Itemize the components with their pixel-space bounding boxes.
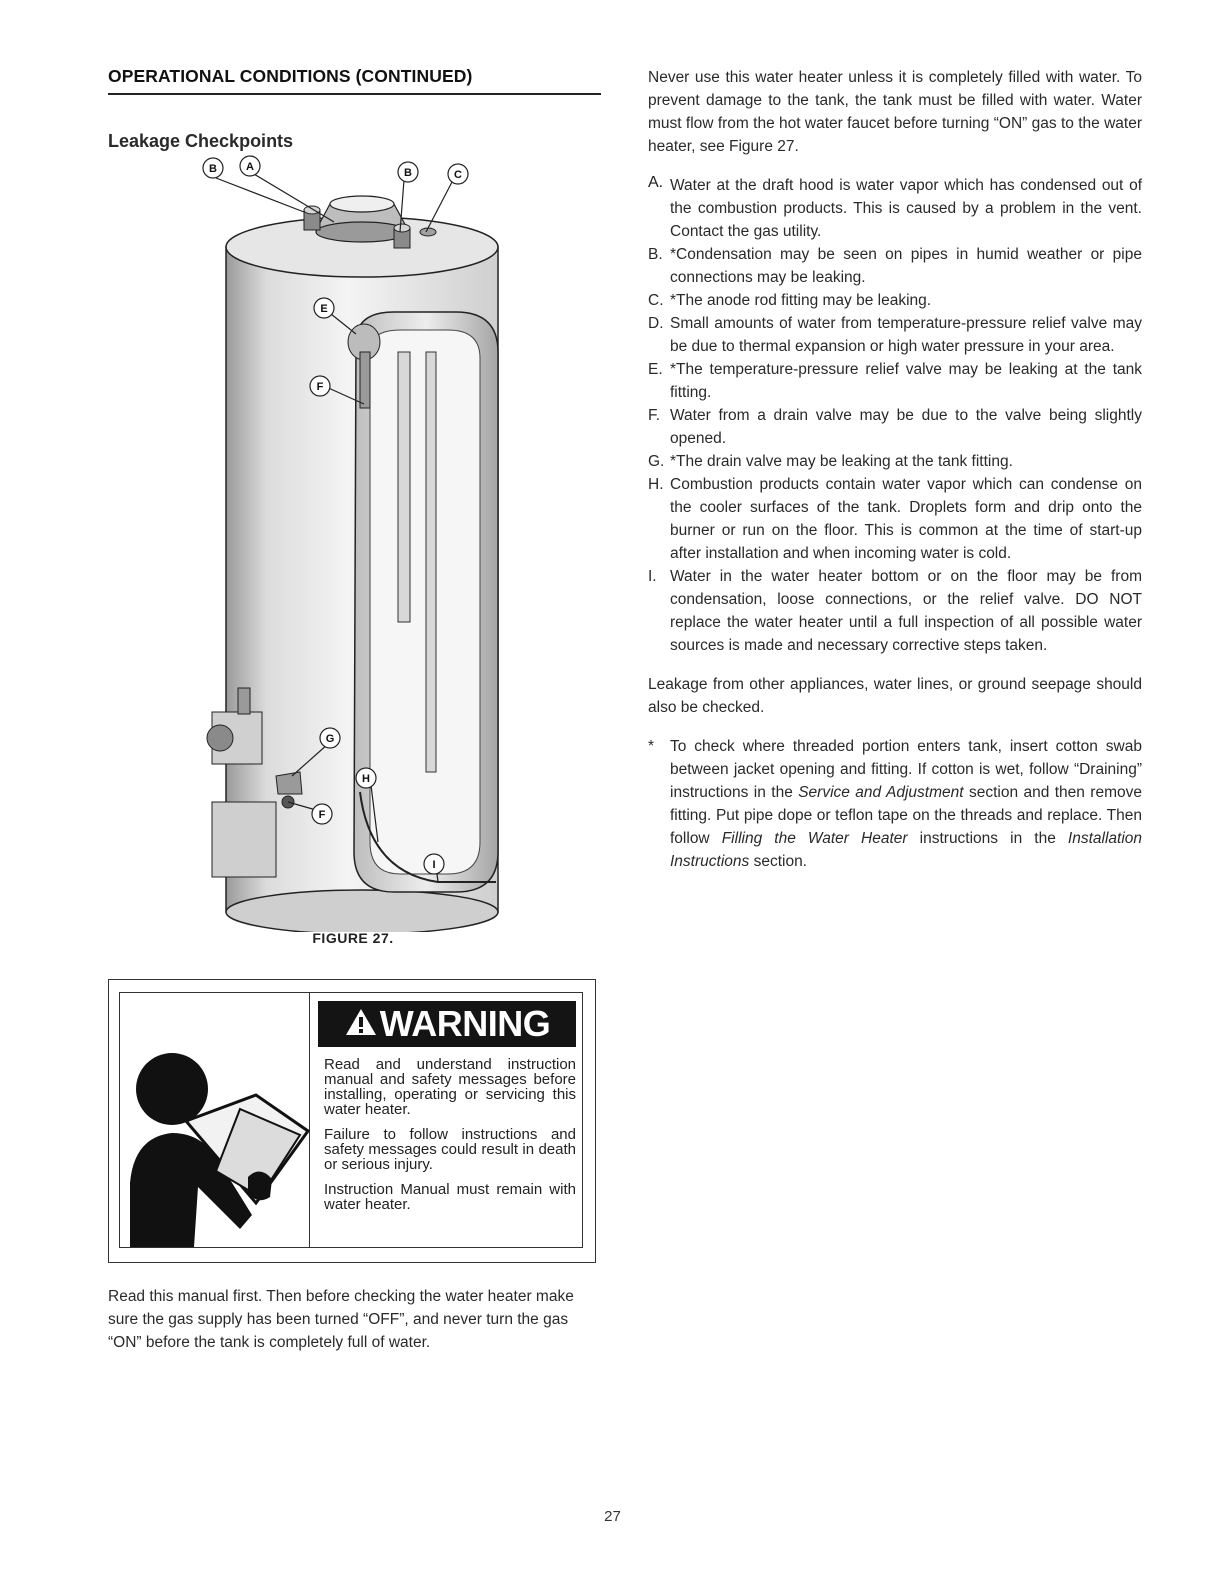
footnote-text bbox=[670, 735, 1142, 873]
callout-c-label: C bbox=[454, 169, 462, 181]
leakage-checkpoints-subheading: Leakage Checkpoints bbox=[108, 131, 294, 151]
item-text: *The temperature-pressure relief valve may be leaking at the tank fitting. bbox=[670, 361, 1142, 401]
item-letter: D. bbox=[648, 315, 664, 332]
list-item bbox=[648, 243, 1142, 289]
item-letter: B. bbox=[648, 246, 663, 263]
footnote-part-2: section and then remove fitting. Put pipe dope or teflon tape on the threads and replace. Then follow bbox=[670, 784, 1142, 847]
list-item bbox=[648, 358, 1142, 404]
callout-b-1-label: B bbox=[209, 163, 217, 175]
item-text: *The anode rod fitting may be leaking. bbox=[670, 292, 932, 309]
callout-g-label: G bbox=[325, 733, 335, 745]
item-text: *The drain valve may be leaking at the tank fitting. bbox=[670, 453, 1013, 470]
right-column bbox=[648, 66, 1142, 873]
item-letter: G. bbox=[648, 453, 665, 470]
warning-banner-text: WARNING bbox=[379, 1003, 551, 1044]
page-number: 27 bbox=[604, 1508, 621, 1525]
footnote-part-4: section. bbox=[749, 853, 807, 870]
footnote-ref-filling: Filling the Water Heater bbox=[721, 830, 908, 847]
item-letter: H. bbox=[648, 476, 664, 493]
warning-banner bbox=[318, 1001, 576, 1047]
list-item bbox=[648, 289, 1142, 312]
item-text: *Condensation may be seen on pipes in humid weather or pipe connections may be leaking. bbox=[670, 246, 1142, 286]
left-column bbox=[108, 66, 598, 152]
footnote bbox=[648, 735, 1142, 873]
section-heading: OPERATIONAL CONDITIONS (CONTINUED) bbox=[108, 66, 601, 95]
item-letter: I. bbox=[648, 568, 657, 585]
list-item bbox=[648, 312, 1142, 358]
callout-a-label: A bbox=[246, 161, 254, 173]
item-text: Small amounts of water from temperature-pressure relief valve may be due to thermal expansion or high water pressure in your area. bbox=[670, 315, 1142, 355]
footnote-mark: * bbox=[648, 738, 655, 755]
callout-f-1-label: F bbox=[316, 381, 324, 393]
read-manual-paragraph: Read this manual first. Then before checking the water heater make sure the gas supply has been turned “OFF”, and never turn the gas “ON” before the tank is completely full of water. bbox=[108, 1288, 574, 1351]
warning-triangle-icon bbox=[344, 1007, 378, 1042]
warning-inner-frame bbox=[119, 992, 583, 1248]
item-letter: F. bbox=[648, 407, 661, 424]
warning-message-3: Instruction Manual must remain with water heater. bbox=[324, 1181, 576, 1213]
item-text: Water at the draft hood is water vapor which has condensed out of the combustion products. This is caused by a problem in the vent. Contact the gas utility. bbox=[670, 177, 1142, 240]
item-letter: A. bbox=[648, 174, 664, 191]
footnote-ref-service: Service and Adjustment bbox=[798, 784, 964, 801]
reading-person-pictogram bbox=[120, 993, 310, 1247]
list-item bbox=[648, 473, 1142, 565]
leakage-other-paragraph: Leakage from other appliances, water lines, or ground seepage should also be checked. bbox=[648, 676, 1142, 716]
list-item bbox=[648, 174, 1142, 243]
callout-b-2-label: B bbox=[404, 167, 412, 179]
item-letter: C. bbox=[648, 292, 664, 309]
footnote-part-3: instructions in the bbox=[907, 830, 1068, 847]
footnote-part-1: To check where threaded portion enters tank, insert cotton swab between jacket opening and fitting. If cotton is wet, follow “Draining” instructions in the bbox=[670, 738, 1142, 801]
item-text: Water in the water heater bottom or on the floor may be from condensation, loose connections, or the relief valve. DO NOT replace the water heater until a full inspection of all possible water sources is made and necessary corrective steps taken. bbox=[670, 568, 1142, 654]
item-text: Combustion products contain water vapor which can condense on the cooler surfaces of the tank. Droplets form and drip onto the burner or run on the floor. This is common at the time of start-up after installation and when incoming water is cold. bbox=[670, 476, 1142, 562]
callout-h-label: H bbox=[362, 773, 370, 785]
figure-caption: FIGURE 27. bbox=[312, 930, 394, 946]
list-item bbox=[648, 565, 1142, 657]
warning-messages bbox=[324, 1057, 576, 1222]
leakage-item-list bbox=[648, 174, 1142, 657]
list-item bbox=[648, 404, 1142, 450]
warning-box bbox=[108, 979, 596, 1263]
footnote-ref-installation: Installation Instructions bbox=[670, 830, 1143, 870]
callout-f-2-label: F bbox=[318, 809, 326, 821]
tank-bottom bbox=[226, 890, 498, 932]
figure-27 bbox=[108, 152, 598, 946]
warning-message-1: Read and understand instruction manual and safety messages before installing, operating or servicing this water heater. bbox=[324, 1056, 576, 1118]
item-letter: E. bbox=[648, 361, 663, 378]
warning-message-2: Failure to follow instructions and safety messages could result in death or serious injury. bbox=[324, 1126, 576, 1173]
list-item bbox=[648, 450, 1142, 473]
intro-paragraph: Never use this water heater unless it is completely filled with water. To prevent damage to the tank, the tank must be filled with water. Water must flow from the hot water faucet before turning “ON” gas to the water heater, see Figure 27. bbox=[648, 69, 1142, 155]
item-text: Water from a drain valve may be due to the valve being slightly opened. bbox=[670, 407, 1142, 447]
water-heater-illustration bbox=[108, 152, 598, 932]
callout-i-label: I bbox=[432, 859, 436, 871]
callout-e-label: E bbox=[320, 303, 328, 315]
